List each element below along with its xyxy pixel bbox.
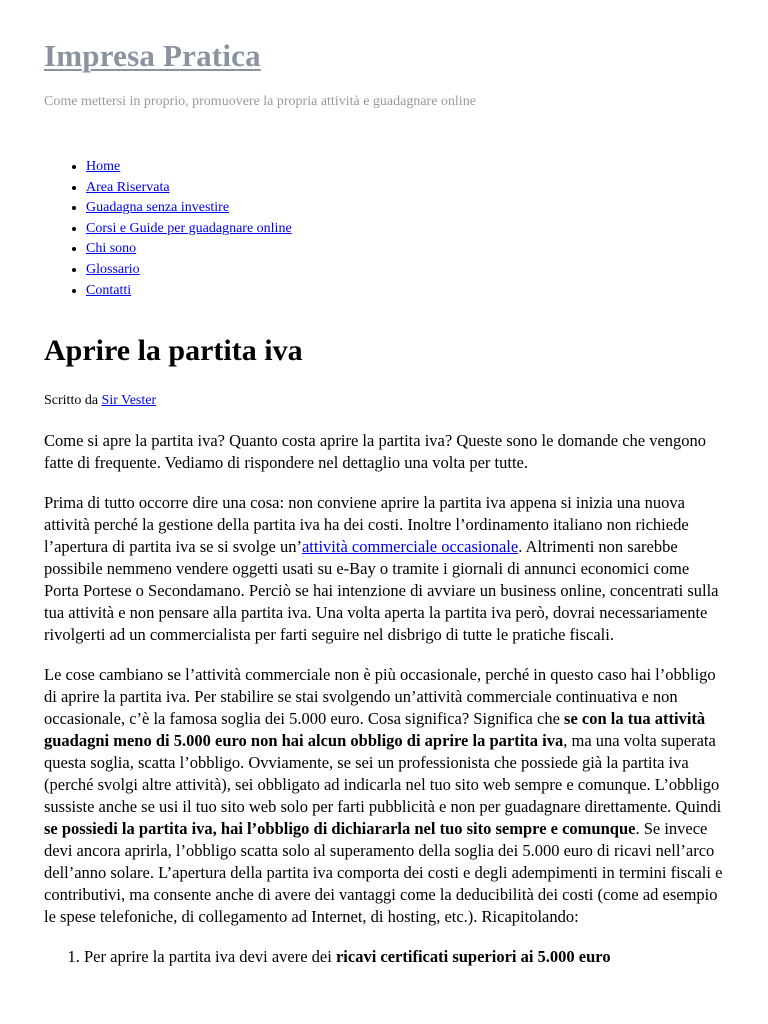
paragraph-text: . Se invece devi ancora aprirla, l’obbligo scatta solo al superamento della soglia dei 5.000 euro di ricavi nell’arco dell’anno solare. L’apertura della partita iva comporta dei costi e degli adempimenti in termini fiscali e contributivi, ma consente anche di avere dei vantaggi come la deducibilità dei costi (come ad esempio le spese telefoniche, di collegamento ad Internet, di hosting, etc.). Ricapitolando: bbox=[44, 819, 723, 927]
list-item-bold: ricavi certificati superiori ai 5.000 euro bbox=[335, 947, 611, 967]
site-title bbox=[44, 36, 728, 76]
nav-link-chi-sono[interactable]: Chi sono bbox=[86, 241, 137, 257]
nav-item-corsi bbox=[86, 219, 728, 240]
paragraph-text: Le cose cambiano se l’attività commerciale non è più occasionale, perché in questo caso hai l’obbligo di aprire la partita iva. Per stabilire se stai svolgendo un’attività commerciale continuativa e non occasionale, c’è la famosa soglia dei 5.000 euro. Cosa significa? Significa che bbox=[44, 665, 716, 729]
nav-item-area-riservata bbox=[86, 178, 728, 199]
list-item-text: Per aprire la partita iva devi avere dei bbox=[84, 947, 336, 967]
attivita-occasionale-link[interactable]: attività commerciale occasionale bbox=[301, 537, 519, 557]
nav-link-corsi[interactable]: Corsi e Guide per guadagnare online bbox=[86, 220, 292, 236]
article-content bbox=[44, 430, 728, 968]
nav-item-contatti bbox=[86, 281, 728, 302]
paragraph-soglia bbox=[44, 664, 728, 928]
summary-list bbox=[44, 946, 728, 968]
nav-link-area-riservata[interactable]: Area Riservata bbox=[86, 179, 170, 195]
nav-item-guadagna bbox=[86, 198, 728, 219]
list-item bbox=[84, 946, 728, 968]
site-header bbox=[44, 36, 728, 112]
nav-link-guadagna[interactable]: Guadagna senza investire bbox=[86, 200, 230, 216]
nav-item-chi-sono bbox=[86, 239, 728, 260]
byline-prefix: Scritto da bbox=[44, 393, 99, 409]
nav-link-home[interactable]: Home bbox=[86, 159, 121, 174]
author-link[interactable]: Sir Vester bbox=[101, 393, 157, 409]
paragraph-partita-iva-costi bbox=[44, 492, 728, 646]
site-tagline: Come mettersi in proprio, promuovere la propria attività e guadagnare online bbox=[44, 94, 476, 109]
bold-text: se con la tua attività guadagni meno di 5.000 euro non hai alcun obbligo di aprire la partita iva bbox=[44, 709, 706, 751]
article-byline bbox=[44, 391, 728, 411]
main-nav bbox=[44, 157, 728, 301]
nav-link-contatti[interactable]: Contatti bbox=[86, 282, 132, 298]
bold-text: se possiedi la partita iva, hai l’obbligo di dichiararla nel tuo sito sempre e comunque bbox=[44, 819, 636, 839]
paragraph-text: , ma una volta superata questa soglia, scatta l’obbligo. Ovviamente, se sei un professionista che possiede già la partita iva (perché svolgi altre attività), sei obbligato ad indicarla nel tuo sito web sempre e comunque. L’obbligo sussiste anche se usi il tuo sito web solo per farti pubblicità e non per guadagnare direttamente. Quindi bbox=[44, 731, 722, 817]
paragraph-text: . Altrimenti non sarebbe possibile nemmeno vendere oggetti usati su e-Bay o tramite i giornali di annunci economici come Porta Portese o Secondamano. Perciò se hai intenzione di avviare un business online, concentrati sulla tua attività e non pensare alla partita iva. Una volta aperta la partita iva però, dovrai necessariamente rivolgerti ad un commercialista per farti seguire nel disbrigo di tutte le pratiche fiscali. bbox=[44, 537, 719, 645]
nav-link-glossario[interactable]: Glossario bbox=[86, 261, 140, 277]
nav-item-glossario bbox=[86, 260, 728, 281]
paragraph-text: Prima di tutto occorre dire una cosa: non conviene aprire la partita iva appena si inizia una nuova attività perché la gestione della partita iva ha dei costi. Inoltre l’ordinamento italiano non richiede l’apertura di partita iva se si svolge un’ bbox=[44, 493, 689, 557]
article bbox=[44, 331, 728, 968]
paragraph-intro: Come si apre la partita iva? Quanto costa aprire la partita iva? Queste sono le domande che vengono fatte di frequente. Vediamo di rispondere nel dettaglio una volta per tutte. bbox=[44, 431, 707, 473]
article-title: Aprire la partita iva bbox=[44, 334, 303, 368]
nav-item-home bbox=[86, 157, 728, 178]
site-title-link[interactable]: Impresa Pratica bbox=[44, 38, 261, 73]
